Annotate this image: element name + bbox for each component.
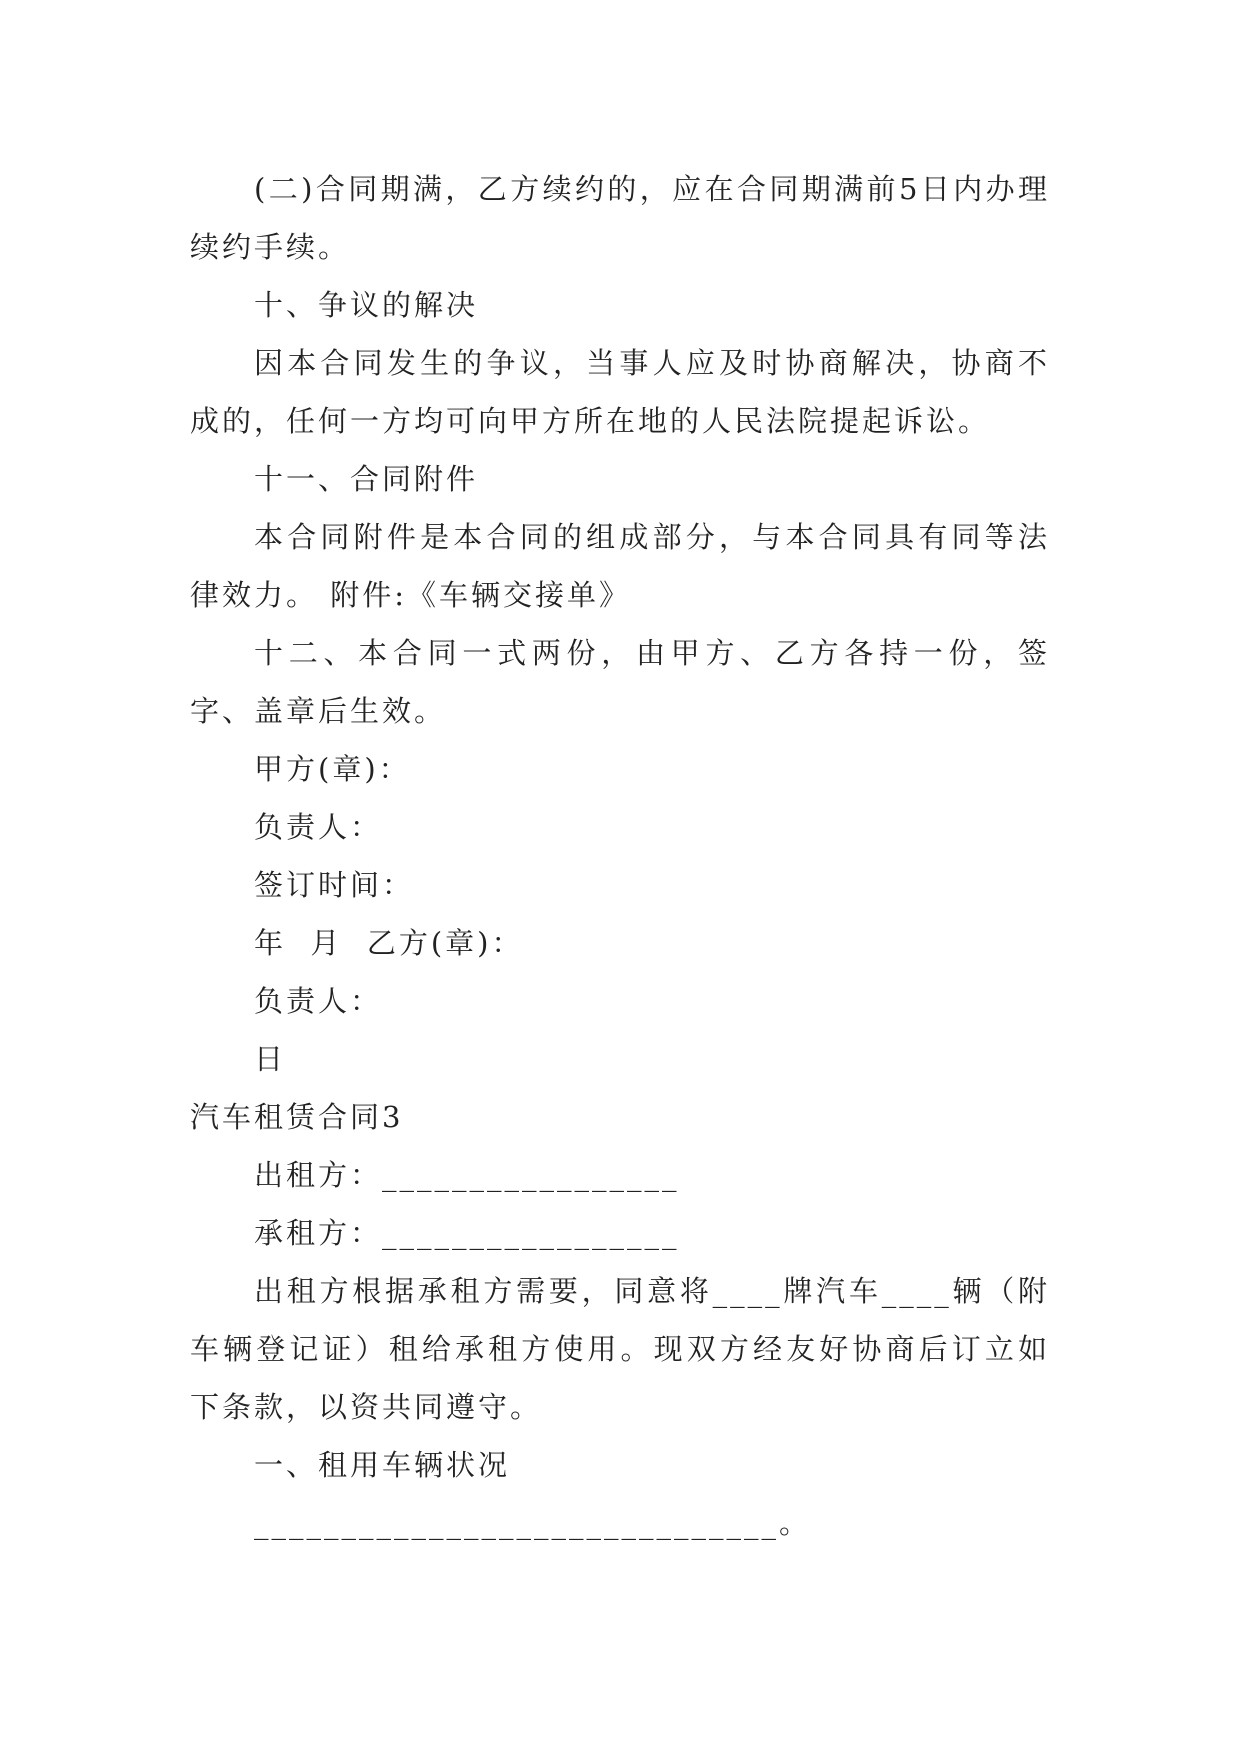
- person-in-charge-line: 负责人：: [254, 984, 383, 1018]
- paragraph-attachment: 本合同附件是本合同的组成部分，与本合同具有同等法律效力。 附件:《车辆交接单》: [190, 520, 1050, 612]
- lessee-line: 承租方：_________________: [254, 1216, 680, 1250]
- heading-dispute-resolution: 十、争议的解决: [254, 288, 479, 322]
- person-in-charge-line: 负责人：: [254, 810, 383, 844]
- heading-vehicle-status: 一、租用车辆状况: [254, 1448, 511, 1482]
- paragraph-preamble: 出租方根据承租方需要，同意将____牌汽车____辆（附车辆登记证）租给承租方使用。现双方经友好协商后订立如下条款，以资共同遵守。: [190, 1274, 1050, 1424]
- party-a-seal-line: 甲方(章)：: [254, 752, 411, 786]
- paragraph-renewal: (二)合同期满，乙方续约的，应在合同期满前5日内办理续约手续。: [190, 172, 1050, 264]
- document-body: [190, 160, 1050, 1552]
- day-line: 日: [254, 1042, 287, 1076]
- vehicle-status-blank: ______________________________。: [254, 1506, 812, 1540]
- heading-copies-effect: 十二、本合同一式两份，由甲方、乙方各持一份，签字、盖章后生效。: [190, 636, 1050, 728]
- heading-contract-attachment: 十一、合同附件: [254, 462, 479, 496]
- paragraph-dispute: 因本合同发生的争议，当事人应及时协商解决，协商不成的，任何一方均可向甲方所在地的人民法院提起诉讼。: [190, 346, 1050, 438]
- signing-time-line: 签订时间：: [254, 868, 415, 902]
- date-party-b-line: 年 月 乙方(章)：: [254, 926, 524, 960]
- contract-title: 汽车租赁合同3: [190, 1100, 404, 1134]
- lessor-line: 出租方：_________________: [254, 1158, 680, 1192]
